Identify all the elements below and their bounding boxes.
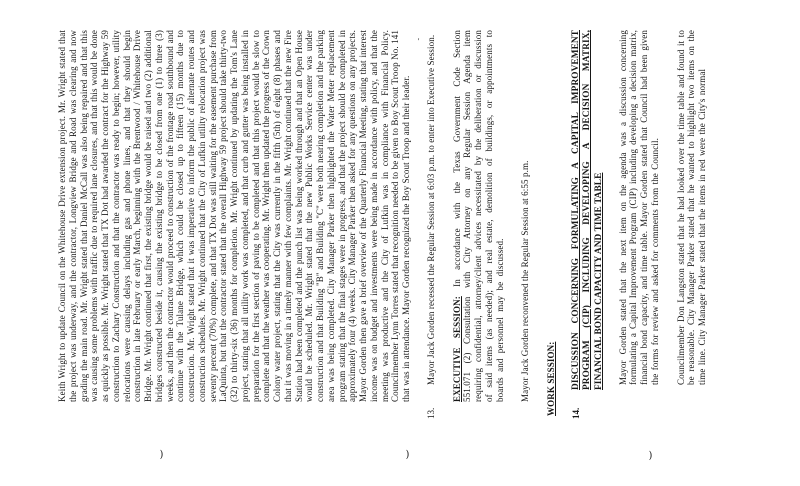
reconvene-line: Mayor Jack Gorden reconvened the Regular Session at 6:55 p.m. [520, 160, 531, 402]
stray-scan-mark: ′ [417, 36, 420, 46]
executive-session-text: In accordance with the Texas Government Code Section 551.071 (2) Consultation with City Attorney on any Regular Session Agenda item requiring confidential, attorney/client advices necessitated by the deliberation or discussion of said items (as needed); and real estate, demolition of buildings, or appointments to boards and personnel may be discussed. [451, 30, 505, 402]
minutes-item-13 [425, 30, 437, 419]
page-text-column [0, 30, 708, 419]
item-14-number: 14. [570, 407, 581, 419]
item-13-text: Mayor Jack Gorden recessed the Regular Session at 6:03 p.m. to enter into Executive Session. [425, 34, 436, 385]
item-14-heading-line-2: PROGRAM (CIP) INCLUDING DEVELOPING A DECISION MATRIX, [582, 30, 593, 390]
item-14-heading-line-3: FINANCIAL BOND CAPACITY AND TIME TABLE [593, 172, 604, 390]
hole-punch-mark: ) [159, 449, 164, 461]
minutes-item-14 [570, 30, 708, 419]
executive-session-label: EXECUTIVE SESSION: [451, 296, 462, 402]
item-14-paragraph-2: Councilmember Don Langston stated that he had looked over the time table and found it to be reasonable. City Manager Parker stated that he wanted to highlight two items on the time line. City Manager Parker stated that the items in red were the City's normal [675, 30, 708, 385]
item-14-heading-line-1: DISCUSSION CONCERNING FORMULATING A CAPITAL IMPROVEMENT [570, 30, 581, 390]
item-13-number: 13. [425, 407, 436, 419]
item-14-paragraph-1: Mayor Gorden stated that the next item on the agenda was a discussion concerning formulating a Capital Improvement Program (CIP) including developing a decision matrix, financial bond capacity, and time table. Mayor Gorden stated that Council had been given the forms for review and asked for comments from the Council. [617, 30, 660, 385]
work-session-heading: WORK SESSION: [546, 341, 556, 416]
executive-session-block [452, 30, 506, 402]
hole-punch-mark: ) [648, 450, 653, 462]
minutes-paragraph-project-updates: Keith Wright to update Council on the Whitehouse Drive extension project. Mr. Wright stated that the project was underway, and the contractor, Longview Bridge and Road was clearing and now grading the main road. Mr. Wright stated that Daniel McCall was also being repaired and that this was causing some problems with traffic due to required lane closures, and that this would be done as quickly as possible. Mr. Wright stated that TX Dot had awarded the contract for the Highway 59 construction to Zachary Construction and that the contractor was ready to begin; however, utility relocations were causing delays including gas and phone lines, and that they should begin construction in late February or early March, beginning with the Brentwood / Whitehouse Drive Bridge. Mr. Wright continued that first, the existing bridge would be raised and two (2) additional bridges constructed beside it, causing the existing bridge to be closed from one (1) to three (3) weeks, and then the contractor would proceed to construction of the frontage road southbound and continue with the Tulane Bridge, which could be closed up to fifteen (15) months due to construction. Mr. Wright stated that it was imperative to inform the public of alternate routes and construction schedules. Mr. Wright continued that the City of Lufkin utility relocation project was seventy percent (70%) complete, and that TX Dot was still waiting for the easement purchase from LaQuinta, but that the contractor stated that the overall Highway 59 project should take thirty-two (32) to thirty-six (36) months for completion. Mr. Wright continued by updating the Tom's Lane project, stating that all utility work was completed, and that curb and gutter was being installed in preparation for the first section of paving to be completed and that this project would be slow to complete and that the weather was cooperating. Mr. Wright then updated the progress of the Crown Colony water project, stating that the City was currently in the fifth (5th) of eight (8) phases and that it was moving in a timely manner with few complaints. Mr. Wright continued that the new Fire Station had been completed and the punch list was being worked through and that an Open House would be scheduled. Mr. Wright stated that the new Public Works Service center was under construction and that Building "B" and Building "C" were both nearing completion and the parking area was being completed. City Manager Parker then highlighted the Water Meter replacement program stating that the final stages were in progress, and that the project should be completed in approximately four (4) weeks. City Manager Parker then asked for any questions on any projects. Mayor Gorden then gave a brief overview of the Quarterly Financial Meeting, stating that interest income was on budget and investments were being made in accordance with policy, and that the meeting was productive and the City of Lufkin was in compliance with Financial Policy. Councilmember Lynn Torres stated that recognition needed to be given to Boy Scout Troop No. 141 that was in attendance. Mayor Gorden recognized the Boy Scout Troop and their leader. [57, 30, 411, 402]
hole-punch-mark: ) [405, 449, 410, 461]
